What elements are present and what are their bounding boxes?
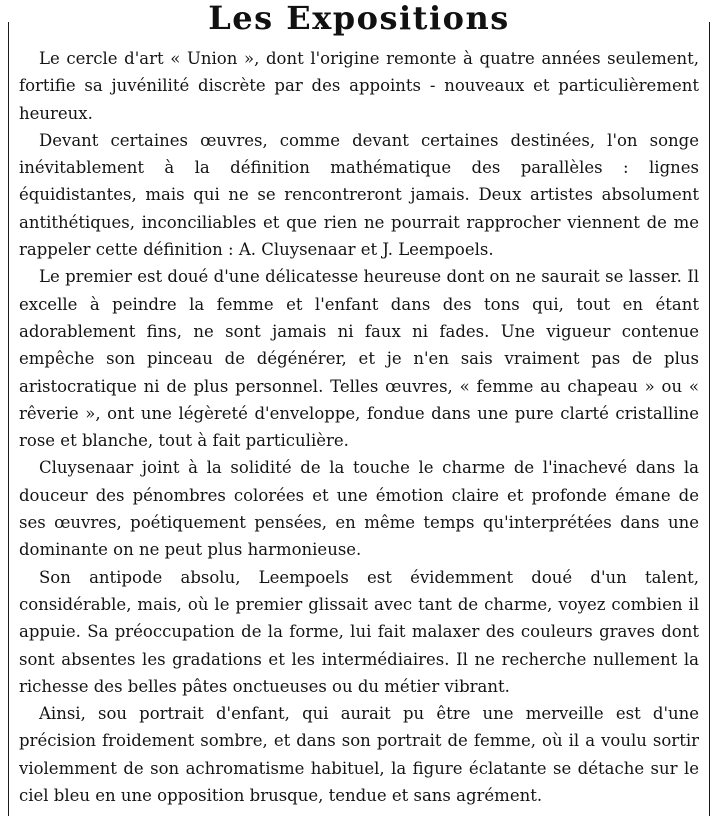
article-body [19,45,699,809]
paragraph: Son antipode absolu, Leempoels est évidemment doué d'un talent, considérable, mais, où le premier glissait avec tant de charme, voyez combien il appuie. Sa préoccupation de la forme, lui fait malaxer des couleurs graves dont sont absentes les gradations et les intermédiaires. Il ne recherche nullement la richesse des belles pâtes onctueuses ou du métier vibrant. [19,567,699,696]
article-title: Les Expositions [208,0,510,37]
paragraph: Devant certaines œuvres, comme devant certaines destinées, l'on songe inévitablement à la définition mathématique des parallèles : lignes équidistantes, mais qui ne se rencontreront jamais. Deux artistes absolument antithétiques, inconciliables et que rien ne pourrait rapprocher viennent de me rappeler cette définition : A. Cluysenaar et J. Leempoels. [19,130,699,260]
paragraph: Le cercle d'art « Union », dont l'origine remonte à quatre années seulement, fortifie sa juvénilité discrète par des appoints - nouveaux et particulièrement heureux. [19,49,699,123]
paragraph: Ainsi, sou portrait d'enfant, qui aurait pu être une merveille est d'une précision froidement sombre, et dans son portrait de femme, où il a voulu sortir violemment de son achromatisme habituel, la figure éclatante se détache sur le ciel bleu en une opposition brusque, tendue et sans agrément. [19,704,699,806]
paragraph: Le premier est doué d'une délicatesse heureuse dont on ne saurait se lasser. Il excelle à peindre la femme et l'enfant dans des tons qui, tout en étant adorablement fins, ne sont jamais ni faux ni fades. Une vigueur contenue empêche son pinceau de dégénérer, et je n'en sais vraiment pas de plus aristocratique ni de plus personnel. Telles œuvres, « femme au chapeau » ou « rêverie », ont une légèreté d'enveloppe, fondue dans une pure clarté cristalline rose et blanche, tout à fait particulière. [19,267,699,451]
paragraph: Cluysenaar joint à la solidité de la touche le charme de l'inachevé dans la douceur des pénombres colorées et une émotion claire et profonde émane de ses œuvres, poétiquement pensées, en même temps qu'interprétées dans une dominante on ne peut plus harmonieuse. [19,458,699,560]
